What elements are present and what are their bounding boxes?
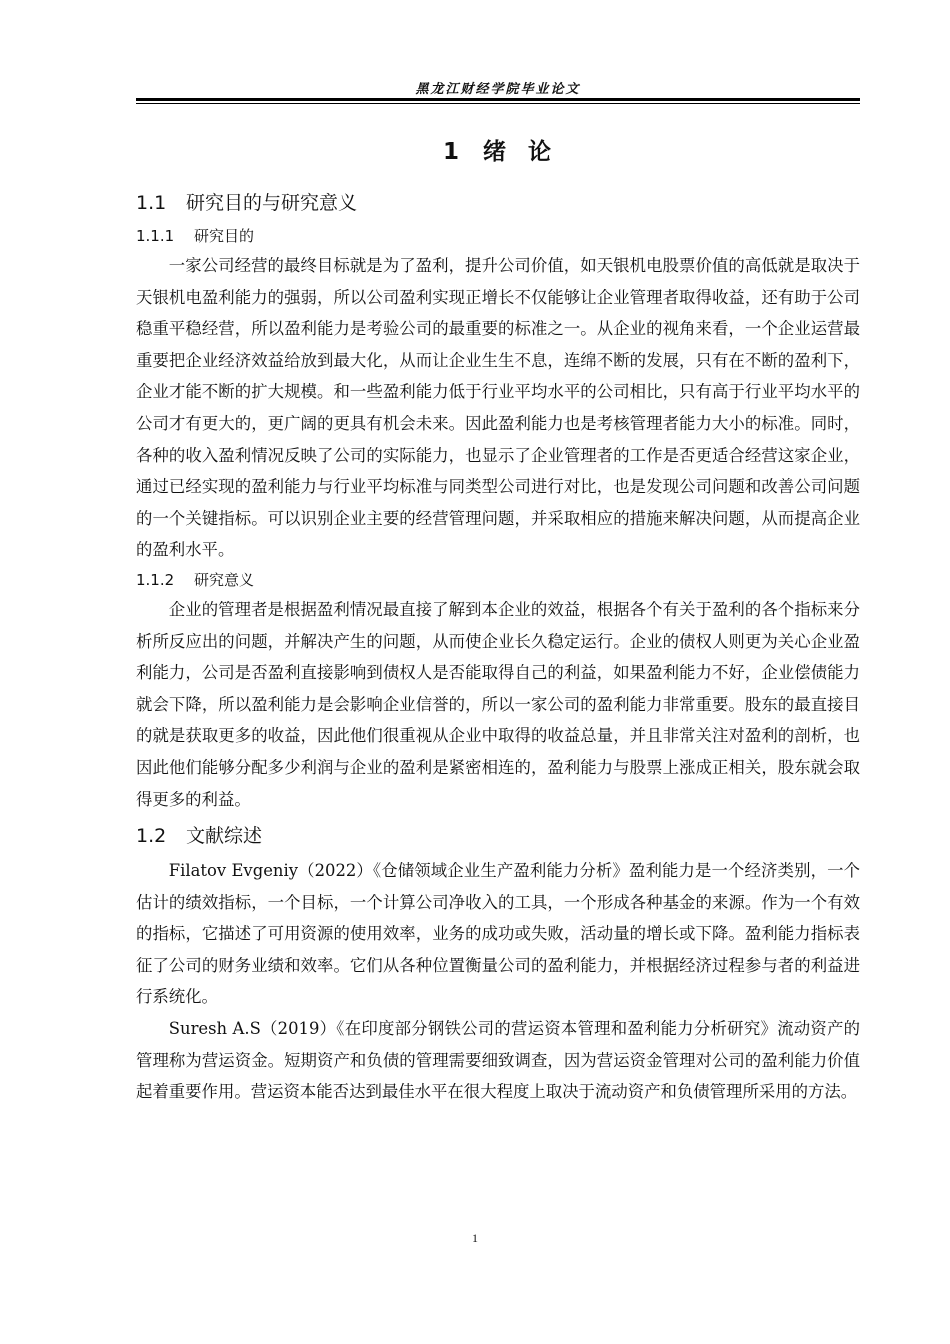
page-body [136,132,860,1108]
subsection-number: 1.1.2 [136,570,175,589]
header-rule-thick [136,98,860,101]
subsection-title: 研究目的 [194,227,255,245]
paragraph-literature-1: Filatov Evgeniy（2022）《仓储领域企业生产盈利能力分析》盈利能力是一个经济类别，一个估计的绩效指标，一个目标，一个计算公司净收入的工具，一个形成各种基金的来源。作为一个有效的指标，它描述了可用资源的使用效率，业务的成功或失败，活动量的增长或下降。盈利能力指标表征了公司的财务业绩和效率。它们从各种位置衡量公司的盈利能力，并根据经济过程参与者的利益进行系统化。 [136,861,860,1007]
section-number: 1.1 [136,192,167,214]
chapter-number: 1 [442,139,461,165]
section-number: 1.2 [136,825,167,848]
section-heading-1-1 [136,184,860,222]
subsection-number: 1.1.1 [136,227,175,245]
section-heading-1-2 [136,817,860,855]
header-rule-thin [136,103,860,104]
subsection-title: 研究意义 [194,570,255,589]
page-number: 1 [472,1231,478,1245]
running-header: 黑龙江财经学院毕业论文 [415,82,581,97]
paragraph-research-significance: 企业的管理者是根据盈利情况最直接了解到本企业的效益，根据各个有关于盈利的各个指标来分析所反应出的问题，并解决产生的问题，从而使企业长久稳定运行。企业的债权人则更为关心企业盈利能力，公司是否盈利直接影响到债权人是否能取得自己的利益，如果盈利能力不好，企业偿债能力就会下降，所以盈利能力是会影响企业信誉的，所以一家公司的盈利能力非常重要。股东的最直接目的就是获取更多的收益，因此他们很重视从企业中取得的收益总量，并且非常关注对盈利的剖析，也因此他们能够分配多少利润与企业的盈利是紧密相连的，盈利能力与股票上涨成正相关，股东就会取得更多的利益。 [136,599,860,809]
chapter-title [136,132,860,172]
chapter-title-char: 绪 [483,139,508,165]
section-title: 文献综述 [186,825,263,848]
subsection-heading-1-1-1 [136,222,860,250]
chapter-title-char: 论 [528,139,553,165]
section-title: 研究目的与研究意义 [186,192,358,214]
subsection-heading-1-1-2 [136,566,860,594]
paragraph-research-purpose: 一家公司经营的最终目标就是为了盈利，提升公司价值，如天银机电股票价值的高低就是取决于天银机电盈利能力的强弱，所以公司盈利实现正增长不仅能够让企业管理者取得收益，还有助于公司稳重平稳经营，所以盈利能力是考验公司的最重要的标准之一。从企业的视角来看，一个企业运营最重要把企业经济效益给放到最大化，从而让企业生生不息，连绵不断的发展，只有在不断的盈利下，企业才能不断的扩大规模。和一些盈利能力低于行业平均水平的公司相比，只有高于行业平均水平的公司才有更大的，更广阔的更具有机会未来。因此盈利能力也是考核管理者能力大小的标准。同时，各种的收入盈利情况反映了公司的实际能力，也显示了企业管理者的工作是否更适合经营这家企业，通过已经实现的盈利能力与行业平均标准与同类型公司进行对比，也是发现公司问题和改善公司问题的一个关键指标。可以识别企业主要的经营管理问题，并采取相应的措施来解决问题，从而提高企业的盈利水平。 [136,256,860,560]
paragraph-literature-2: Suresh A.S（2019）《在印度部分钢铁公司的营运资本管理和盈利能力分析研究》流动资产的管理称为营运资金。短期资产和负债的管理需要细致调查，因为营运资金管理对公司的盈利能力价值起着重要作用。营运资本能否达到最佳水平在很大程度上取决于流动资产和负债管理所采用的方法。 [136,1019,860,1102]
